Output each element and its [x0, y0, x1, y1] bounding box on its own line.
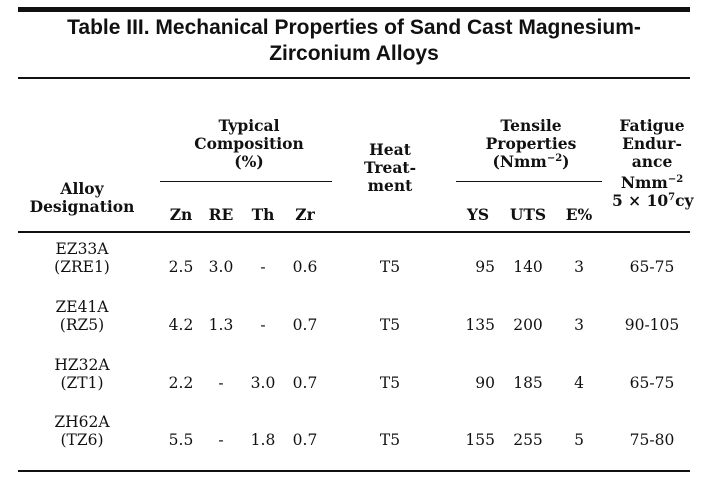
header-fatigue-line-2: Endur- — [622, 134, 682, 153]
cell-ys: 95 — [475, 258, 495, 276]
cell-re: - — [218, 431, 224, 449]
cell-ys: 90 — [475, 374, 495, 392]
cell-re: - — [218, 374, 224, 392]
alloy-alt-designation: (RZ5) — [59, 316, 105, 334]
header-th: Th — [251, 205, 275, 224]
cell-uts: 185 — [513, 374, 543, 392]
cell-re: 3.0 — [208, 258, 234, 276]
cell-zr: 0.7 — [292, 374, 318, 392]
cell-fatigue: 75-80 — [629, 431, 675, 449]
cell-zn: 2.2 — [168, 374, 194, 392]
alloy-alt-designation: (ZRE1) — [54, 258, 110, 276]
fatigue-cycles-base: 5 × 10 — [612, 191, 669, 210]
header-fatigue-unit — [612, 174, 692, 192]
header-heat-line-2: Treat- — [363, 158, 417, 177]
cell-heat-treatment: T5 — [379, 316, 401, 334]
alloy-designation: EZ33A — [55, 240, 109, 258]
cell-uts: 255 — [513, 431, 543, 449]
header-rule — [18, 231, 690, 233]
cell-heat-treatment: T5 — [379, 431, 401, 449]
header-zr: Zr — [295, 205, 315, 224]
cell-zn: 2.5 — [168, 258, 194, 276]
bottom-rule — [18, 470, 690, 472]
header-tensile-line-1: Tensile — [500, 116, 562, 135]
header-composition-line-3: (%) — [234, 152, 264, 171]
cell-heat-treatment: T5 — [379, 258, 401, 276]
fatigue-cycles-exponent: 7 — [668, 192, 676, 203]
header-uts: UTS — [509, 205, 547, 224]
header-alloy-line-1: Alloy — [60, 179, 104, 198]
alloy-designation: ZH62A — [54, 413, 110, 431]
cell-ys: 135 — [465, 316, 495, 334]
header-composition-line-2: Composition — [194, 134, 304, 153]
header-ys: YS — [466, 205, 490, 224]
header-composition — [160, 117, 338, 171]
cell-designation — [18, 413, 146, 449]
cell-zn: 5.5 — [168, 431, 194, 449]
title-rule — [18, 77, 690, 79]
cell-fatigue: 90-105 — [624, 316, 680, 334]
table-title-line-2: Zirconium Alloys — [269, 42, 439, 65]
cell-th: 1.8 — [250, 431, 276, 449]
cell-re: 1.3 — [208, 316, 234, 334]
cell-designation — [18, 240, 146, 276]
cell-e-percent: 3 — [574, 316, 584, 334]
cell-fatigue: 65-75 — [629, 374, 675, 392]
fatigue-unit-base: Nmm — [620, 173, 668, 192]
cell-uts: 200 — [513, 316, 543, 334]
cell-fatigue: 65-75 — [629, 258, 675, 276]
cell-designation — [18, 298, 146, 334]
table-title — [18, 15, 690, 67]
top-rule — [18, 7, 690, 12]
cell-zn: 4.2 — [168, 316, 194, 334]
alloy-designation: ZE41A — [55, 298, 109, 316]
cell-zr: 0.6 — [292, 258, 318, 276]
header-fatigue-cycles — [612, 192, 692, 210]
cell-e-percent: 3 — [574, 258, 584, 276]
cell-heat-treatment: T5 — [379, 374, 401, 392]
header-tensile-unit — [456, 153, 606, 171]
cell-th: - — [260, 316, 266, 334]
alloy-alt-designation: (ZT1) — [60, 374, 104, 392]
cell-th: - — [260, 258, 266, 276]
table-title-line-1: Table III. Mechanical Properties of Sand Cast Magnesium- — [67, 16, 641, 39]
header-e-percent: E% — [565, 205, 593, 224]
header-alloy — [18, 180, 146, 216]
header-composition-line-1: Typical — [218, 116, 280, 135]
tensile-unit-exponent: −2 — [546, 153, 563, 164]
header-tensile-line-2: Properties — [485, 134, 577, 153]
alloy-designation: HZ32A — [54, 356, 110, 374]
cell-e-percent: 4 — [574, 374, 584, 392]
tensile-unit-base: (Nmm — [492, 152, 547, 171]
cell-zr: 0.7 — [292, 316, 318, 334]
tensile-rule — [456, 181, 602, 182]
header-zn: Zn — [169, 205, 193, 224]
cell-ys: 155 — [465, 431, 495, 449]
cell-e-percent: 5 — [574, 431, 584, 449]
header-fatigue-line-3: ance — [631, 152, 673, 171]
header-re: RE — [208, 205, 234, 224]
composition-rule — [160, 181, 332, 182]
header-heat-line-3: ment — [367, 176, 413, 195]
header-fatigue — [612, 117, 692, 210]
cell-zr: 0.7 — [292, 431, 318, 449]
cell-th: 3.0 — [250, 374, 276, 392]
fatigue-unit-exponent: −2 — [667, 174, 684, 185]
cell-uts: 140 — [513, 258, 543, 276]
tensile-unit-close: ) — [562, 152, 570, 171]
fatigue-cycles-tail: cy — [675, 191, 694, 210]
header-heat-line-1: Heat — [369, 140, 411, 159]
cell-designation — [18, 356, 146, 392]
header-fatigue-line-1: Fatigue — [619, 116, 685, 135]
header-heat-treatment — [348, 141, 432, 195]
header-alloy-line-2: Designation — [29, 197, 135, 216]
alloy-alt-designation: (TZ6) — [60, 431, 104, 449]
header-tensile — [456, 117, 606, 171]
